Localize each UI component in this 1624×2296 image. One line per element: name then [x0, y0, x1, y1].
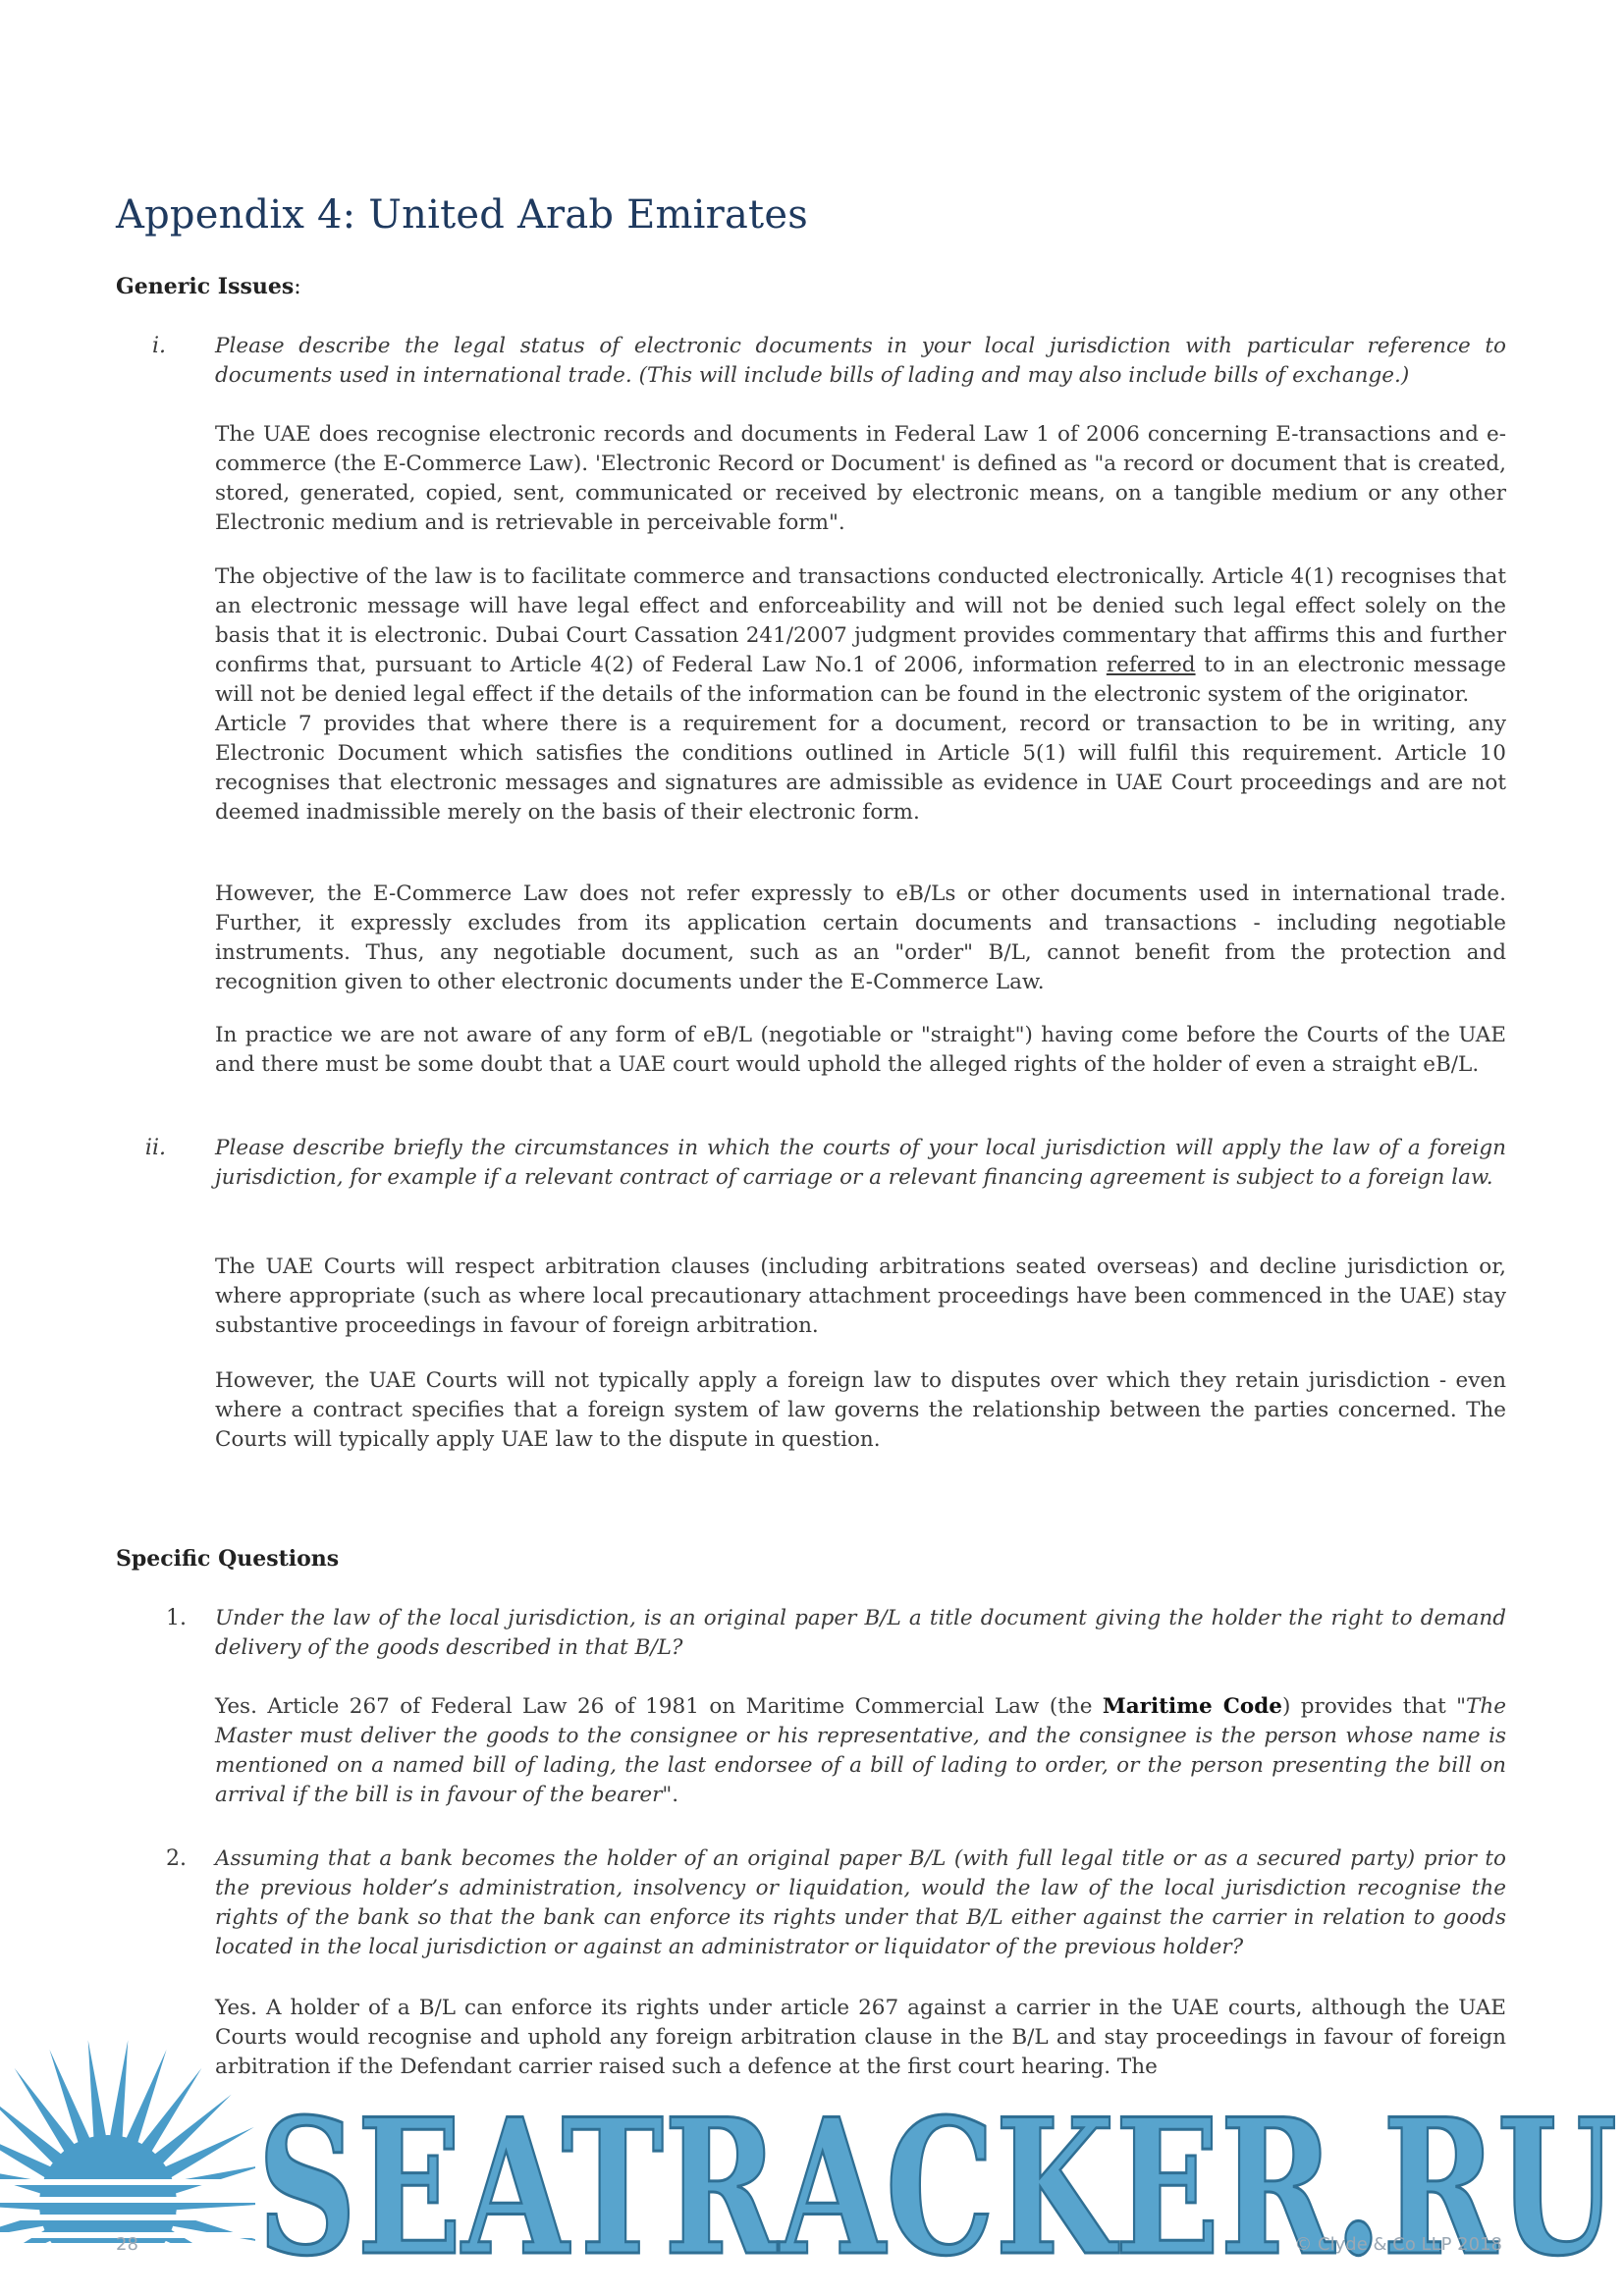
sun-stripe-shape [0, 2215, 255, 2220]
generic-question-2: Please describe briefly the circumstances in which the courts of your local jurisdiction will apply the law of a foreign jurisdiction, for example if a relevant contract of carriage or a relevant financing agreement is subject to a foreign law. [215, 1136, 1506, 1190]
sun-stripe-shape [0, 2179, 255, 2185]
answer-1-mid: ) provides that [1281, 1694, 1457, 1719]
generic-answer-2-paragraph-2: However, the UAE Courts will not typically apply a foreign law to disputes over which they retain jurisdiction - even where a contract specifies that a foreign system of law governs the relationship between the parties concerned. The Courts will typically apply UAE law to the dispute in question. [215, 1368, 1506, 1452]
sun-disc-shape [39, 2135, 177, 2272]
specific-questions-heading: Specific Questions [116, 1546, 340, 1572]
paragraph-2-text-b: to in an electronic message will not be denied legal effect if the details of the information can be found in the electronic system of the originator. [215, 653, 1506, 707]
generic-answer-1-paragraph-3: However, the E-Commerce Law does not refer expressly to eB/Ls or other documents used in international trade. Further, it expressly excludes from its application certain documents and transactions - including negotiable instruments. Thus, any negotiable document, such as an "order" B/L, cannot benefit from the protection and recognition given to other electronic documents under the E-Commerce Law. [215, 881, 1506, 994]
answer-1-end: . [672, 1783, 679, 1807]
specific-answer-1 [215, 1692, 1506, 1810]
copyright-notice: © Clyde & Co LLP 2018 [1294, 2234, 1502, 2255]
maritime-code-term: Maritime Code [1102, 1694, 1282, 1719]
generic-question-1: Please describe the legal status of electronic documents in your local jurisdiction with particular reference to documents used in international trade. (This will include bills of lading and may also include bills of exchange.) [215, 334, 1506, 388]
question-marker-i: i. [151, 334, 166, 358]
specific-question-1: Under the law of the local jurisdiction, is an original paper B/L a title document giving the holder the right to demand delivery of the goods described in that B/L? [215, 1606, 1506, 1660]
paragraph-2-text-c: Article 7 provides that where there is a requirement for a document, record or transaction to be in writing, any Electronic Document which satisfies the conditions outlined in Article 5(1) will fulfil this requirement. Article 10 recognises that electronic messages and signatures are admissible as evidence in UAE Court proceedings and are not deemed inadmissible merely on the basis of their electronic form. [215, 712, 1506, 825]
generic-answer-1-paragraph-1: The UAE does recognise electronic records and documents in Federal Law 1 of 2006 concerning E-transactions and e-commerce (the E-Commerce Law). 'Electronic Record or Document' is defined as "a record or document that is created, stored, generated, copied, sent, communicated or received by electronic means, on a tangible medium or any other Electronic medium and is retrievable in perceivable form". [215, 422, 1506, 535]
generic-answer-1-paragraph-4: In practice we are not aware of any form of eB/L (negotiable or "straight") having come before the Courts of the UAE and there must be some doubt that a UAE court would uphold the alleged rights of the holder of even a straight eB/L. [215, 1023, 1506, 1077]
page-number: 28 [116, 2234, 138, 2255]
watermark-text: SEATRACKER.RU [257, 2078, 1617, 2296]
specific-question-2: Assuming that a bank becomes the holder of an original paper B/L (with full legal title or as a secured party) prior to the previous holder’s administration, insolvency or liquidation, would the law of the local jurisdiction recognise the rights of the bank so that the bank can enforce its rights under that B/L either against the carrier in relation to goods located in the local jurisdiction or against an administrator or liquidator of the previous holder? [215, 1846, 1506, 1959]
page-title: Appendix 4: United Arab Emirates [116, 192, 808, 238]
question-marker-ii: ii. [144, 1136, 166, 1160]
question-marker-1: 1. [166, 1606, 187, 1630]
generic-issues-heading-text: Generic Issues [116, 274, 295, 299]
specific-answer-2: Yes. A holder of a B/L can enforce its rights under article 267 against a carrier in the UAE courts, although the UAE Courts would recognise and uphold any foreign arbitration clause in the B/L and stay proceedings in favour of foreign arbitration if the Defendant carrier raised such a defence at the first court hearing. The [215, 1996, 1506, 2079]
generic-answer-2-paragraph-1: The UAE Courts will respect arbitration clauses (including arbitrations seated overseas) and decline jurisdiction or, where appropriate (such as where local precautionary attachment proceedings have been commenced in the UAE) stay substantive proceedings in favour of foreign arbitration. [215, 1255, 1506, 1338]
underlined-word-referred: referred [1106, 653, 1196, 677]
sun-stripe-shape [0, 2197, 255, 2203]
answer-1-quote: "The Master must deliver the goods to the consignee or his representative, and the consignee is the person whose name is mentioned on a named bill of lading, the last endorsee of a bill of lading to order, or the person presenting the bill on arrival if the bill is in favour of the bearer" [215, 1694, 1506, 1807]
paragraph-2-text-a: The objective of the law is to facilitate commerce and transactions conducted electronically. Article 4(1) recognises that an electronic message will have legal effect and enforceability and will not be denied such legal effect solely on the basis that it is electronic. Dubai Court Cassation 241/2007 judgment provides commentary that affirms this and further confirms that, pursuant to Article 4(2) of Federal Law No.1 of 2006, information [215, 564, 1506, 677]
generic-issues-heading-colon: : [294, 275, 301, 299]
sun-logo-icon [0, 2040, 273, 2296]
answer-1-start: Yes. Article 267 of Federal Law 26 of 1981 on Maritime Commercial Law (the [215, 1694, 1103, 1719]
seatracker-watermark [0, 2032, 1624, 2296]
question-marker-2: 2. [166, 1846, 187, 1871]
generic-answer-1-paragraph-2 [215, 562, 1506, 828]
generic-issues-heading [116, 274, 301, 299]
